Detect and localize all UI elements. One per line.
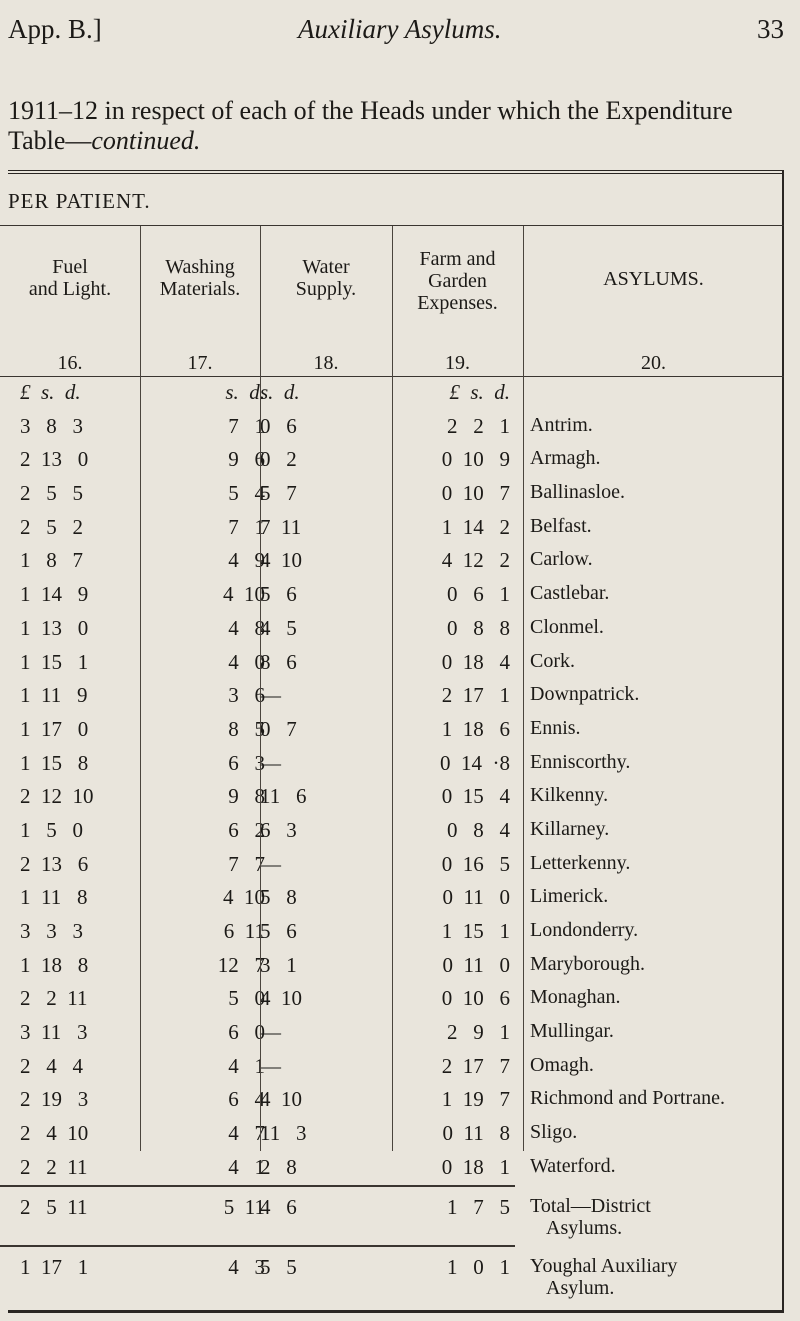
water-supply-cell: — [260,683,281,708]
water-supply-cell: 6 3 [260,817,297,842]
column-header-water [260,226,392,376]
column-divider [392,226,393,1151]
asylum-name-line: Youghal Auxiliary [530,1254,678,1277]
farm-and-garden-cell: 0 18 1 [441,1154,510,1179]
farm-and-garden-cell: 0 11 0 [442,952,510,977]
total-row [0,1185,784,1245]
water-supply-cell: 0 2 [260,447,297,472]
fuel-and-light-cell: 1 11 9 [20,683,88,708]
water-supply-cell: 4 10 [260,1087,302,1112]
water-supply-cell: 3 1 [260,952,297,977]
asylum-name-cell: Clonmel. [530,615,604,638]
washing-materials-cell: 5 0 [228,986,265,1011]
washing-materials-cell: 6 3 [228,750,265,775]
fuel-and-light-cell: 2 5 2 [20,514,83,539]
washing-materials-cell: 4 10 [223,582,265,607]
asylum-name-line: Total—District [530,1194,651,1217]
fuel-and-light-cell: 2 5 5 [20,481,83,506]
column-label-line: Washing [165,256,235,278]
washing-materials-cell: 4 3 [228,1254,265,1279]
column-header-farm [392,226,523,376]
page-number: 33 [757,14,784,44]
fuel-and-light-cell: 3 8 3 [20,413,83,438]
farm-and-garden-cell: 2 17 1 [441,683,510,708]
column-number: 16. [57,352,83,374]
column-label [140,256,260,300]
water-supply-cell: 11 6 [260,784,307,809]
asylum-name-cell: Kilkenny. [530,784,609,807]
asylum-name-cell: Ennis. [530,716,581,739]
washing-materials-cell: 6 2 [228,817,265,842]
washing-materials-cell: 12 7 [217,952,265,977]
column-label-line: Fuel [52,256,88,278]
column-number: 18. [313,352,339,374]
column-label [392,248,523,314]
farm-and-garden-cell: 1 18 6 [441,716,510,741]
table-caption [8,96,778,156]
farm-and-garden-cell: 0 8 4 [447,817,510,842]
washing-materials-cell: 9 8 [228,784,265,809]
asylum-name-cell: Waterford. [530,1154,616,1177]
washing-materials-cell: 3 6 [228,683,265,708]
column-label-line: Farm and [419,248,496,270]
asylum-name-cell: Belfast. [530,514,592,537]
water-supply-cell: 4 5 [260,615,297,640]
caption-continued: continued. [91,126,201,155]
column-divider [260,226,261,1151]
unit-water: s. d. [260,380,300,404]
water-supply-cell: 4 10 [260,548,302,573]
expenditure-table [0,225,784,1305]
column-divider [140,226,141,1151]
column-label-line: Garden [428,270,487,292]
farm-and-garden-cell: 0 15 4 [441,784,510,809]
column-number: 17. [187,352,213,374]
farm-and-garden-cell: 2 17 7 [441,1053,510,1078]
asylum-name-cell: Carlow. [530,548,593,571]
washing-materials-cell: 4 10 [223,885,265,910]
farm-and-garden-cell: 0 16 5 [441,851,510,876]
farm-and-garden-cell: 0 10 7 [441,481,510,506]
column-label-line: and Light. [28,278,112,300]
water-supply-cell: 4 6 [260,1194,297,1219]
page-header [8,14,800,54]
column-label-line: Water [302,256,350,278]
washing-materials-cell: 4 1 [228,1154,265,1179]
water-supply-cell: 0 7 [260,716,297,741]
water-supply-cell: 8 6 [260,649,297,674]
water-supply-cell: 7 11 [260,514,302,539]
fuel-and-light-cell: 3 3 3 [20,919,83,943]
asylum-name-cell: Monaghan. [530,986,621,1009]
caption-main: 1911–12 in respect of each of the Heads under which the Expenditure Table— [8,96,733,155]
fuel-and-light-cell: 1 8 7 [20,548,83,573]
asylum-name-line: Asylum. [546,1276,615,1299]
farm-and-garden-cell: 1 15 1 [441,919,510,943]
washing-materials-cell: 4 1 [228,1053,265,1078]
asylum-name-cell: Enniscorthy. [530,750,631,773]
column-label-line: ASYLUMS. [603,268,704,290]
column-header-fuel [0,226,140,376]
unit-farm: £ s. d. [449,380,510,404]
appendix-ref: App. B.] [8,14,102,44]
column-label-line: Supply. [295,278,357,300]
section-title: PER PATIENT. [8,189,151,213]
fuel-and-light-cell: 2 12 10 [20,784,94,809]
column-header-asylums [523,226,784,376]
fuel-and-light-cell: 2 4 4 [20,1053,83,1078]
fuel-and-light-cell: 2 5 11 [20,1194,88,1219]
water-supply-cell: 4 10 [260,986,302,1011]
asylum-name-cell: Ballinasloe. [530,481,625,504]
farm-and-garden-cell: 2 9 1 [447,1020,510,1045]
farm-and-garden-cell: 0 10 9 [441,447,510,472]
asylum-name-cell: Londonderry. [530,919,639,941]
washing-materials-cell: 5 11 [223,1194,265,1219]
fuel-and-light-cell: 1 14 9 [20,582,89,607]
table-row [0,1151,784,1185]
washing-materials-cell: 6 4 [228,1087,265,1112]
column-number: 20. [641,352,666,374]
asylum-name-cell: Omagh. [530,1053,594,1076]
asylum-name-cell: Limerick. [530,885,609,908]
asylum-name-line: Asylums. [546,1216,623,1239]
farm-and-garden-cell: 1 7 5 [447,1194,510,1219]
washing-materials-cell: 6 11 [223,919,265,943]
washing-materials-cell: 7 7 [228,851,265,876]
washing-materials-cell: 4 0 [228,649,265,674]
farm-and-garden-cell: 0 11 0 [442,885,510,910]
asylum-name-cell: Downpatrick. [530,683,640,706]
fuel-and-light-cell: 1 5 0 [20,817,83,842]
washing-materials-cell: 9 6 [228,447,265,472]
fuel-and-light-cell: 2 19 3 [20,1087,89,1112]
washing-materials-cell: 4 8 [228,615,265,640]
column-number: 19. [445,352,470,374]
fuel-and-light-cell: 2 4 10 [20,1121,89,1146]
fuel-and-light-cell: 1 11 8 [20,885,88,910]
asylum-name-cell: Antrim. [530,413,593,436]
bottom-rule [8,1310,784,1313]
top-double-rule [8,170,784,174]
farm-and-garden-cell: 0 8 8 [447,615,510,640]
total-row [0,1245,784,1305]
asylum-name-cell: Mullingar. [530,1020,614,1043]
water-supply-cell: 5 5 [260,1254,297,1279]
farm-and-garden-cell: 0 14 ·8 [440,750,510,775]
farm-and-garden-cell: 0 6 1 [447,582,510,607]
water-supply-cell: — [260,1053,281,1078]
washing-materials-cell: 4 9 [228,548,265,573]
water-supply-cell: 2 8 [260,1154,297,1179]
fuel-and-light-cell: 2 13 6 [20,851,89,876]
farm-and-garden-cell: 1 14 2 [441,514,510,539]
asylum-name-cell [530,1195,780,1239]
asylum-name-cell: Armagh. [530,447,601,470]
farm-and-garden-cell: 2 2 1 [447,413,510,438]
fuel-and-light-cell: 1 18 8 [20,952,89,977]
asylum-name-cell: Richmond and Portrane. [530,1087,725,1110]
column-label-line: Materials. [159,278,241,300]
washing-materials-cell: 8 5 [228,716,265,741]
washing-materials-cell: 6 0 [228,1020,265,1045]
water-supply-cell: 5 6 [260,919,297,943]
column-label [523,268,784,290]
fuel-and-light-cell: 1 13 0 [20,615,89,640]
fuel-and-light-cell: 2 2 11 [20,986,88,1011]
washing-materials-cell: 5 4 [228,481,265,506]
farm-and-garden-cell: 4 12 2 [441,548,510,573]
water-supply-cell: 5 6 [260,582,297,607]
unit-washing: s. d. [225,380,265,404]
fuel-and-light-cell: 1 17 0 [20,716,89,741]
farm-and-garden-cell: 1 0 1 [447,1254,510,1279]
fuel-and-light-cell: 1 15 8 [20,750,89,775]
farm-and-garden-cell: 0 11 8 [442,1121,510,1146]
asylum-name-cell: Sligo. [530,1121,578,1144]
running-title: Auxiliary Asylums. [298,14,502,44]
asylum-name-cell: Killarney. [530,817,610,840]
fuel-and-light-cell: 3 11 3 [20,1020,88,1045]
fuel-and-light-cell: 1 17 1 [20,1254,89,1279]
asylum-name-cell: Castlebar. [530,582,610,605]
asylum-name-cell [530,1255,780,1299]
water-supply-cell: — [260,750,281,775]
water-supply-cell: 0 6 [260,413,297,438]
washing-materials-cell: 7 1 [228,514,265,539]
asylum-name-cell: Letterkenny. [530,851,631,874]
column-label-line: Expenses. [417,292,498,314]
column-divider [523,226,524,1151]
column-label [260,256,392,300]
asylum-name-cell: Cork. [530,649,575,672]
fuel-and-light-cell: 2 13 0 [20,447,89,472]
washing-materials-cell: 7 1 [228,413,265,438]
washing-materials-cell: 4 7 [228,1121,265,1146]
water-supply-cell: 5 7 [260,481,297,506]
water-supply-cell: 11 3 [260,1121,307,1146]
unit-fuel: £ s. d. [20,380,81,404]
farm-and-garden-cell: 0 10 6 [441,986,510,1011]
farm-and-garden-cell: 1 19 7 [441,1087,510,1112]
water-supply-cell: — [260,1020,281,1045]
asylum-name-cell: Maryborough. [530,952,645,975]
water-supply-cell: — [260,851,281,876]
water-supply-cell: 5 8 [260,885,297,910]
fuel-and-light-cell: 1 15 1 [20,649,89,674]
column-header-washing [140,226,260,376]
farm-and-garden-cell: 0 18 4 [441,649,510,674]
fuel-and-light-cell: 2 2 11 [20,1154,88,1179]
column-label [0,256,140,300]
